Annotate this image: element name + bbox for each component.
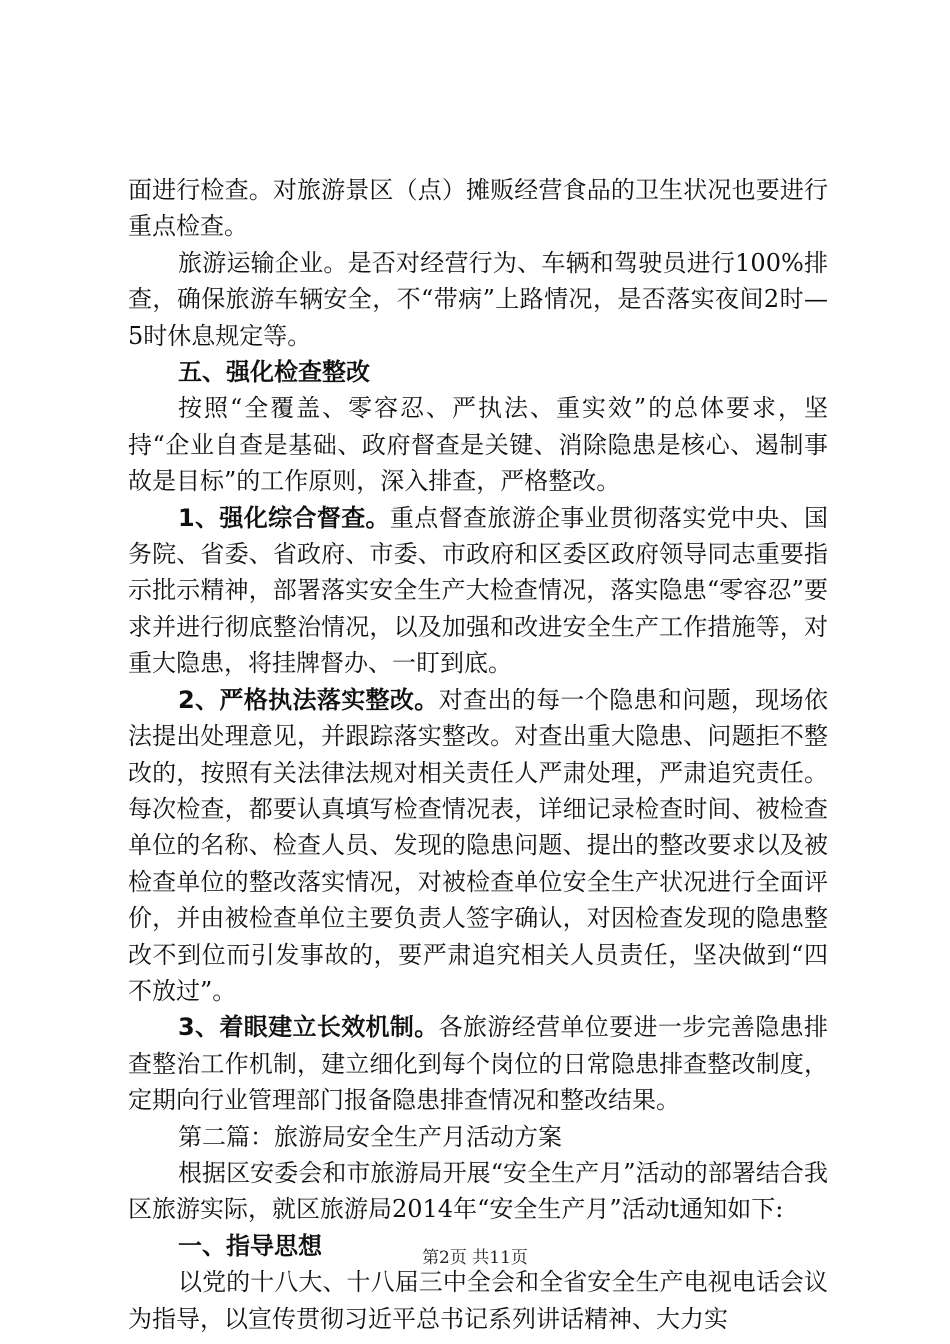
list-item — [128, 1009, 828, 1118]
part-title: 第二篇：旅游局安全生产月活动方案 — [178, 1122, 562, 1151]
paragraph: 根据区安委会和市旅游局开展“安全生产月”活动的部署结合我区旅游实际，就区旅游局2014年“安全生产月”活动t通知如下: — [128, 1158, 828, 1224]
paragraph: 旅游运输企业。是否对经营行为、车辆和驾驶员进行100%排查，确保旅游车辆安全，不“带病”上路情况，是否落实夜间2时—5时休息规定等。 — [128, 248, 828, 350]
item-text: 对查出的每一个隐患和问题，现场依法提出处理意见，并跟踪落实整改。对查出重大隐患、问题拒不整改的，按照有关法律法规对相关责任人严肃处理，严肃追究责任。每次检查，都要认真填写检查情况表，详细记录检查时间、被检查单位的名称、检查人员、发现的隐患问题、提出的整改要求以及被检查单位的整改落实情况，对被检查单位安全生产状况进行全面评价，并由被检查单位主要负责人签字确认，对因检查发现的隐患整改不到位而引发事故的，要严肃追究相关人员责任，坚决做到“四不放过”。 — [128, 685, 829, 1005]
item-text: 重点督查旅游企事业贯彻落实党中央、国务院、省委、省政府、市委、市政府和区委区政府领导同志重要指示批示精神，部署落实安全生产大检查情况，落实隐患“零容忍”要求并进行彻底整治情况，以及加强和改进安全生产工作措施等，对重大隐患，将挂牌督办、一盯到底。 — [128, 503, 828, 678]
item-text: 各旅游经营单位要进一步完善隐患排查整治工作机制，建立细化到每个岗位的日常隐患排查整改制度，定期向行业管理部门报备隐患排查情况和整改结果。 — [128, 1013, 829, 1115]
list-item — [128, 682, 828, 1010]
item-lead: 1、强化综合督查。 — [178, 503, 390, 532]
section-heading: 五、强化检查整改 — [178, 358, 370, 387]
paragraph: 按照“全覆盖、零容忍、严执法、重实效”的总体要求，坚持“企业自查是基础、政府督查是关键、消除隐患是核心、遏制事故是目标”的工作原则，深入排查，严格整改。 — [128, 394, 828, 496]
item-lead: 3、着眼建立长效机制。 — [178, 1013, 439, 1042]
list-item — [128, 500, 828, 682]
section-heading: 一、指导思想 — [178, 1231, 322, 1260]
page-number: 第2页 共11页 — [422, 1248, 528, 1268]
document-body — [128, 172, 828, 1337]
paragraph: 面进行检查。对旅游景区（点）摊贩经营食品的卫生状况也要进行重点检查。 — [128, 176, 828, 241]
paragraph: 以党的十八大、十八届三中全会和全省安全生产电视电话会议为指导，以宣传贯彻习近平总书记系列讲话精神、大力实 — [128, 1268, 828, 1333]
item-lead: 2、严格执法落实整改。 — [178, 685, 439, 714]
